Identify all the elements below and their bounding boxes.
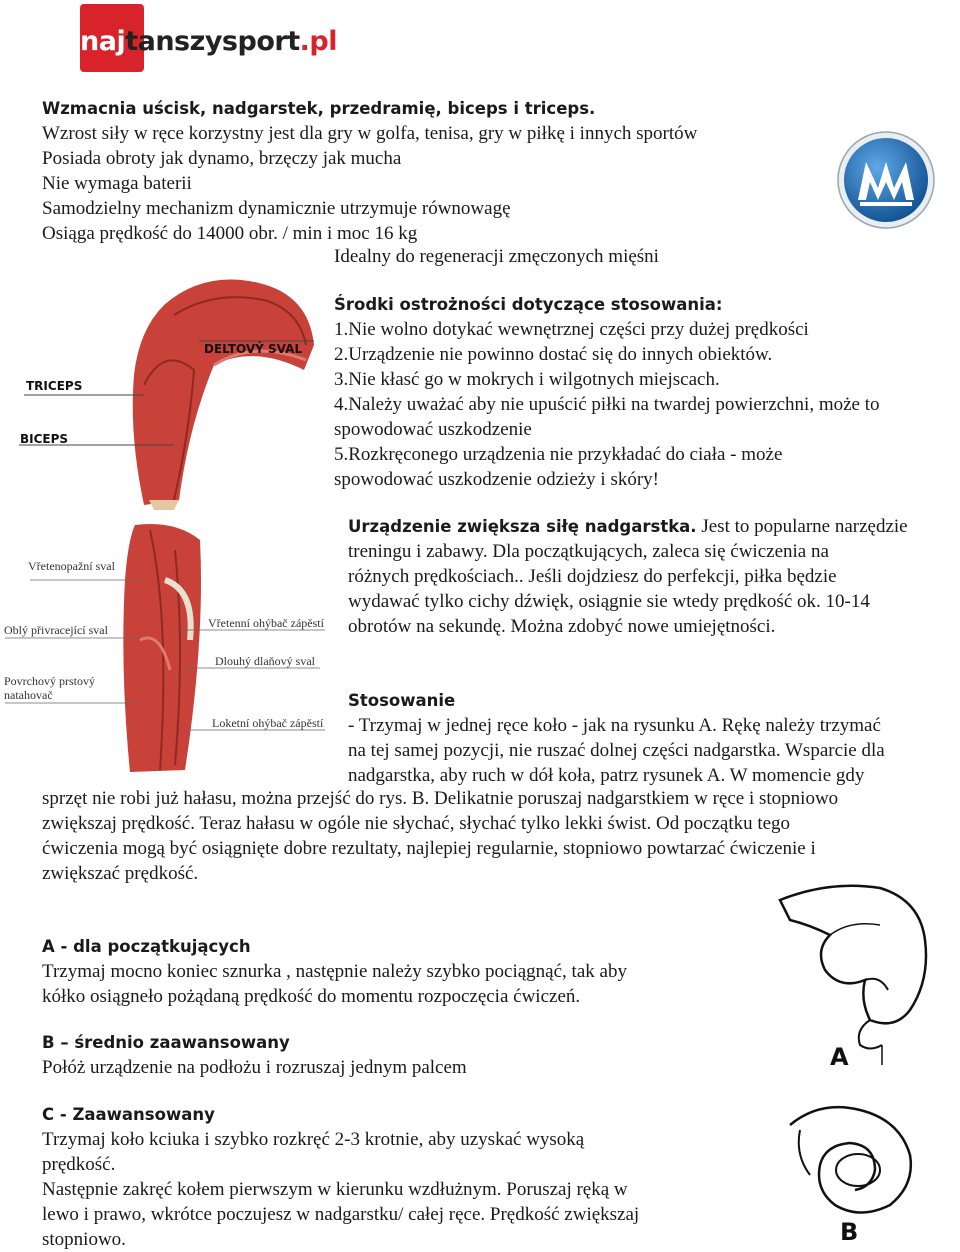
biceps-label: BICEPS <box>20 432 69 446</box>
wrist-line: obrotów na sekundę. Można zdobyć nowe umiejętności. <box>348 616 776 637</box>
level-c-line: Następnie zakręć kołem pierwszym w kierunku wzdłużnym. Poruszaj ręką w <box>42 1179 628 1200</box>
forearm-muscles-image <box>0 520 330 775</box>
level-a-heading: A - dla początkujących <box>42 937 251 956</box>
wrist-section <box>348 514 908 639</box>
hand-figure-a <box>770 880 950 1090</box>
hand-figure-b <box>780 1095 930 1245</box>
arm-muscles-image <box>14 275 319 510</box>
figure-b-label: B <box>840 1218 859 1245</box>
usage-section <box>348 688 885 788</box>
precaution-line: 1.Nie wolno dotykać wewnętrznej części przy dużej prędkości <box>334 319 809 340</box>
mm-badge-icon <box>836 130 936 230</box>
precaution-line: 3.Nie kłasć go w mokrych i wilgotnych miejscach. <box>334 369 720 390</box>
intro-line: Nie wymaga baterii <box>42 173 192 194</box>
deltoid-label: DELTOVÝ SVAL <box>204 342 303 356</box>
intro-ideal: Idealny do regeneracji zmęczonych mięśni <box>334 246 659 267</box>
intro-line: Wzrost siły w ręce korzystny jest dla gry w golfa, tenisa, gry w piłkę i innych sportów <box>42 123 698 144</box>
forearm-label-right-3: Loketní ohýbač zápěstí <box>212 716 324 730</box>
level-c-heading: C - Zaawansowany <box>42 1105 215 1124</box>
level-c-line: prędkość. <box>42 1154 116 1175</box>
logo-naj: naj <box>80 26 126 57</box>
forearm-label-left-2: Oblý přivracející sval <box>4 623 108 637</box>
logo-tld: .pl <box>299 26 337 57</box>
wrist-first-rest: Jest to popularne narzędzie <box>696 516 908 537</box>
forearm-label-left-3: Povrchový prstový <box>4 674 95 688</box>
intro-section <box>42 96 697 246</box>
usage-continued <box>42 786 838 886</box>
precaution-line: 4.Należy uważać aby nie upuścić piłki na twardej powierzchni, może to <box>334 394 880 415</box>
level-c <box>42 1102 639 1252</box>
wrist-first-line <box>348 514 908 539</box>
usage-line: - Trzymaj w jednej ręce koło - jak na rysunku A. Rękę należy trzymać <box>348 715 881 736</box>
level-a <box>42 934 627 1009</box>
triceps-label: TRICEPS <box>26 379 83 393</box>
usage-heading: Stosowanie <box>348 691 456 710</box>
level-c-line: stopniowo. <box>42 1229 126 1250</box>
level-a-line: kółko osiągneło pożądaną prędkość do momentu rozpoczęcia ćwiczeń. <box>42 986 581 1007</box>
intro-heading: Wzmacnia uścisk, nadgarstek, przedramię, biceps i triceps. <box>42 99 596 118</box>
intro-line: Posiada obroty jak dynamo, brzęczy jak mucha <box>42 148 402 169</box>
usage-line: zwiększaj prędkość. Teraz hałasu w ogóle nie słychać, słychać tylko lekki świst. Od początku tego <box>42 813 791 834</box>
figure-a-label: A <box>830 1043 849 1071</box>
wrist-line: wydawać tylko cichy dźwięk, osiągnie sie wtedy prędkość ok. 10-14 <box>348 591 870 612</box>
usage-line: ćwiczenia mogą być osiągnięte dobre rezultaty, najlepiej regularnie, stopniowo powtarzać ćwiczenie i <box>42 838 816 859</box>
level-b-line: Połóż urządzenie na podłożu i rozruszaj jednym palcem <box>42 1057 467 1078</box>
level-a-line: Trzymaj mocno koniec sznurka , następnie należy szybko pociągnąć, tak aby <box>42 961 627 982</box>
forearm-label-left-1: Vřetenopažní sval <box>28 559 115 573</box>
wrist-line: treningu i zabawy. Dla początkujących, zaleca się ćwiczenia na <box>348 541 829 562</box>
usage-line: sprzęt nie robi już hałasu, można przejść do rys. B. Delikatnie poruszaj nadgarstkiem w ręce i stopniowo <box>42 788 839 809</box>
forearm-label-right-1: Vřetenní ohýbač zápěstí <box>208 616 324 630</box>
wrist-line: różnych prędkościach.. Jeśli dojdziesz do perfekcji, piłka będzie <box>348 566 837 587</box>
brand-logo <box>72 4 337 72</box>
logo-name: tanszysport <box>125 26 300 57</box>
wrist-heading: Urządzenie zwiększa siłę nadgarstka. <box>348 517 697 536</box>
usage-line: zwiększać prędkość. <box>42 863 199 884</box>
level-c-line: lewo i prawo, wkrótce poczujesz w nadgarstku/ całej ręce. Prędkość zwiększaj <box>42 1204 640 1225</box>
forearm-label-left-3b: natahovač <box>4 688 53 702</box>
intro-line: Osiąga prędkość do 14000 obr. / min i moc 16 kg <box>42 223 418 244</box>
precautions-heading: Środki ostrożności dotyczące stosowania: <box>334 295 723 314</box>
intro-line: Samodzielny mechanizm dynamicznie utrzymuje równowagę <box>42 198 511 219</box>
precaution-line: spowodować uszkodzenie <box>334 419 532 440</box>
forearm-label-right-2: Dlouhý dlaňový sval <box>215 654 315 668</box>
usage-line: nadgarstka, aby ruch w dół koła, patrz rysunek A. W momencie gdy <box>348 765 865 786</box>
logo-wordmark <box>80 26 337 57</box>
level-c-line: Trzymaj koło kciuka i szybko rozkręć 2-3 krotnie, aby uzyskać wysoką <box>42 1129 585 1150</box>
level-b <box>42 1030 467 1080</box>
precaution-line: spowodować uszkodzenie odzieży i skóry! <box>334 469 660 490</box>
usage-line: na tej samej pozycji, nie ruszać dolnej części nadgarstka. Wsparcie dla <box>348 740 885 761</box>
precaution-line: 2.Urządzenie nie powinno dostać się do innych obiektów. <box>334 344 773 365</box>
level-b-heading: B – średnio zaawansowany <box>42 1033 290 1052</box>
precaution-line: 5.Rozkręconego urządzenia nie przykładać do ciała - może <box>334 444 783 465</box>
precautions-section <box>334 292 880 492</box>
